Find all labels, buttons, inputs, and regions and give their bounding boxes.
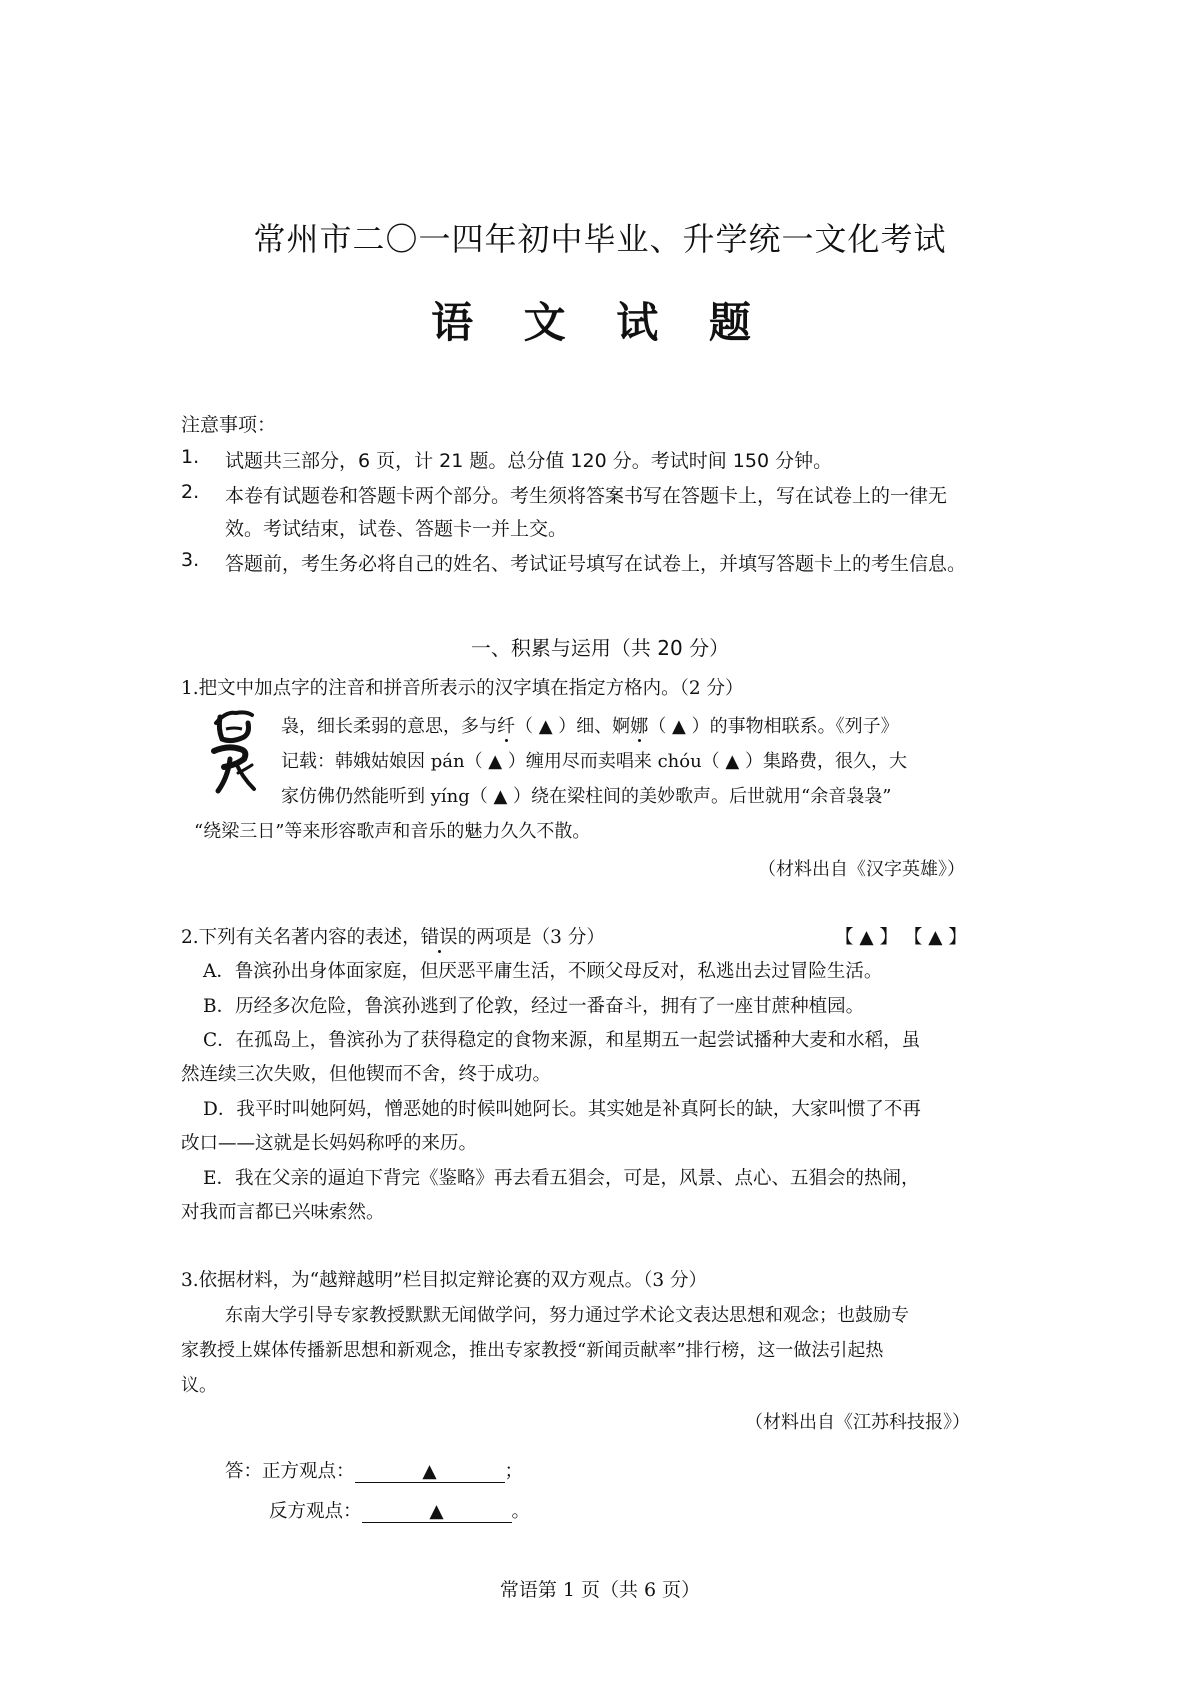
- q3-con-row: 反方观点： ▲ 。: [269, 1501, 531, 1522]
- q1-stem: 1.把文中加点字的注音和拼音所表示的汉字填在指定方格内。（2 分）: [181, 678, 744, 699]
- pro-label: 正方观点：: [262, 1461, 355, 1482]
- notice-item-3-text: 答题前，考生务必将自己的姓名、考试证号填写在试卷上，并填写答题卡上的考生信息。: [225, 553, 967, 575]
- q3-material-line-3: 议。: [181, 1375, 217, 1396]
- q2-stem: [181, 923, 605, 949]
- q3-source: （材料出自《江苏科技报》）: [745, 1412, 970, 1433]
- section-heading: 一、积累与运用（共 20 分）: [470, 636, 730, 660]
- dotted-emphasis: 错误: [420, 927, 458, 948]
- notice-item-3-number: 3.: [181, 549, 200, 571]
- notice-heading: 注意事项：: [181, 414, 277, 436]
- q2-option-e-cont: 对我而言都已兴味索然。: [181, 1202, 385, 1223]
- subject-title: 语 文 试 题: [431, 298, 769, 347]
- con-answer-blank[interactable]: ▲: [362, 1502, 512, 1523]
- q1-passage-line-4: “绕梁三日”等来形容歌声和音乐的魅力久久不散。: [194, 821, 591, 842]
- calligraphy-character: [206, 703, 260, 807]
- dotted-character: 纤: [497, 716, 515, 737]
- q2-option-d: D．我平时叫她阿妈，憎恶她的时候叫她阿长。其实她是补真阿长的缺，大家叫惯了不再: [203, 1099, 921, 1120]
- q1-passage-line-3: 家仿佛仍然能听到 yíng（ ▲ ）绕在梁柱间的美妙歌声。后世就用“余音袅袅”: [281, 786, 892, 807]
- pro-answer-blank[interactable]: ▲: [355, 1462, 505, 1483]
- notice-item-2-number: 2.: [181, 481, 200, 503]
- con-label: 反方观点：: [269, 1501, 362, 1522]
- q2-stem-text: 的两项是（3 分）: [457, 927, 605, 948]
- q2-option-c-cont: 然连续三次失败，但他锲而不舍，终于成功。: [181, 1064, 552, 1085]
- q1-source: （材料出自《汉字英雄》）: [758, 859, 965, 880]
- q2-option-c: C．在孤岛上，鲁滨孙为了获得稳定的食物来源，和星期五一起尝试播种大麦和水稻，虽: [203, 1030, 921, 1051]
- exam-title: 常州市二〇一四年初中毕业、升学统一文化考试: [253, 220, 947, 258]
- calligraphy-glyph-icon: [206, 703, 260, 803]
- q1-passage-line-1: [281, 712, 899, 738]
- q3-material-line-2: 家教授上媒体传播新思想和新观念，推出专家教授“新闻贡献率”排行榜，这一做法引起热: [181, 1340, 884, 1361]
- answer-label: 答：: [225, 1461, 263, 1482]
- q3-pro-row: 答：正方观点： ▲ ；: [225, 1461, 524, 1482]
- notice-item-2-text-cont: 效。考试结束，试卷、答题卡一并上交。: [225, 518, 568, 540]
- q2-option-b: B．历经多次危险，鲁滨孙逃到了伦敦，经过一番奋斗，拥有了一座甘蔗种植园。: [203, 996, 865, 1017]
- q2-option-a: A．鲁滨孙出身体面家庭，但厌恶平庸生活，不顾父母反对，私逃出去过冒险生活。: [203, 961, 883, 982]
- q3-stem: 3.依据材料，为“越辩越明”栏目拟定辩论赛的双方观点。（3 分）: [181, 1270, 707, 1291]
- q1-passage-text: （ ▲ ）细、: [515, 716, 613, 737]
- q1-passage-text: （ ▲ ）的事物相联系。《列子》: [648, 716, 899, 737]
- dotted-character: 娜: [630, 716, 649, 737]
- notice-item-1-text: 试题共三部分，6 页，计 21 题。总分值 120 分。考试时间 150 分钟。: [225, 450, 833, 472]
- q2-answer-brackets: 【 ▲ 】 【 ▲ 】: [835, 927, 967, 948]
- notice-item-2-text: 本卷有试题卷和答题卡两个部分。考生须将答案书写在答题卡上，写在试卷上的一律无: [225, 485, 948, 507]
- q1-passage-line-2: 记载：韩娥姑娘因 pán（ ▲ ）缠用尽而卖唱来 chóu（ ▲ ）集路费，很久，大: [281, 751, 907, 772]
- notice-item-1-number: 1.: [181, 446, 200, 468]
- q1-passage-text: 婀: [612, 716, 631, 737]
- q1-passage-text: 袅，细长柔弱的意思，多与: [281, 716, 497, 737]
- q3-material-line-1: 东南大学引导专家教授默默无闻做学问，努力通过学术论文表达思想和观念；也鼓励专: [225, 1305, 909, 1326]
- q2-option-d-cont: 改口——这就是长妈妈称呼的来历。: [181, 1133, 478, 1154]
- q2-stem-text: 2.下列有关名著内容的表述，: [181, 927, 421, 948]
- q2-option-e: E．我在父亲的逼迫下背完《鉴略》再去看五猖会，可是，风景、点心、五猖会的热闹，: [203, 1168, 920, 1189]
- page-footer: 常语第 1 页（共 6 页）: [499, 1579, 701, 1601]
